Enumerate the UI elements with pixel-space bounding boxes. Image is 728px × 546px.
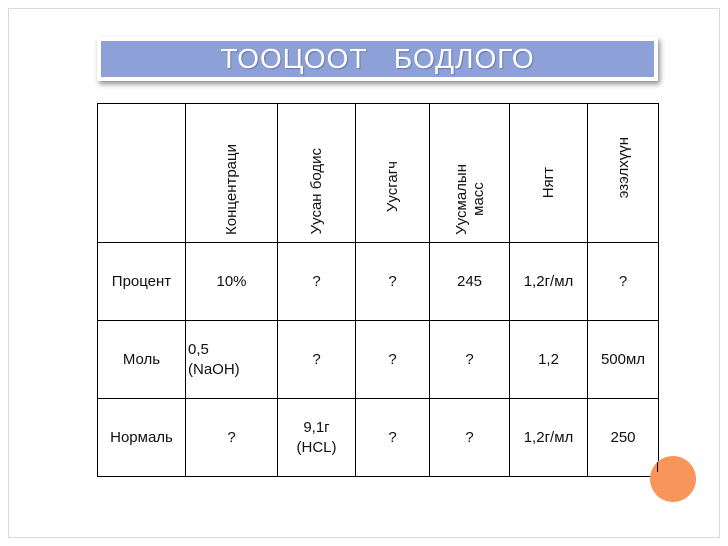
header-solution-mass: Уусмалын масс — [430, 104, 510, 243]
table-cell: 1,2 — [510, 321, 588, 399]
table-cell: ? — [356, 243, 430, 321]
header-solute: Уусан бодис — [278, 104, 356, 243]
table-cell: ? — [356, 399, 430, 477]
table-cell: 9,1г (HCL) — [278, 399, 356, 477]
header-volume: эзэлхүүн — [588, 104, 659, 243]
table-cell: ? — [588, 243, 659, 321]
table-cell: ? — [356, 321, 430, 399]
table-row — [98, 243, 659, 321]
table-cell: 500мл — [588, 321, 659, 399]
row-label: Моль — [98, 321, 186, 399]
table-cell: 1,2г/мл — [510, 243, 588, 321]
table-cell: 0,5 (NaOH) — [186, 321, 278, 399]
table-corner-mark — [657, 462, 658, 472]
table-cell: ? — [430, 399, 510, 477]
header-row — [98, 104, 659, 243]
table-cell: ? — [186, 399, 278, 477]
table-cell: ? — [278, 243, 356, 321]
table-cell: ? — [278, 321, 356, 399]
table-cell: 250 — [588, 399, 659, 477]
table-cell: 1,2г/мл — [510, 399, 588, 477]
title-banner — [97, 37, 658, 81]
header-concentration: Концентраци — [186, 104, 278, 243]
table-cell: 245 — [430, 243, 510, 321]
header-density: Нягт — [510, 104, 588, 243]
calculation-table — [97, 103, 659, 477]
header-solvent: Уусгагч — [356, 104, 430, 243]
table-row — [98, 399, 659, 477]
table-row — [98, 321, 659, 399]
slide-title: ТООЦООТ БОДЛОГО — [220, 43, 535, 74]
header-corner — [98, 104, 186, 243]
table-cell: ? — [430, 321, 510, 399]
row-label: Нормаль — [98, 399, 186, 477]
table-cell: 10% — [186, 243, 278, 321]
row-label: Процент — [98, 243, 186, 321]
